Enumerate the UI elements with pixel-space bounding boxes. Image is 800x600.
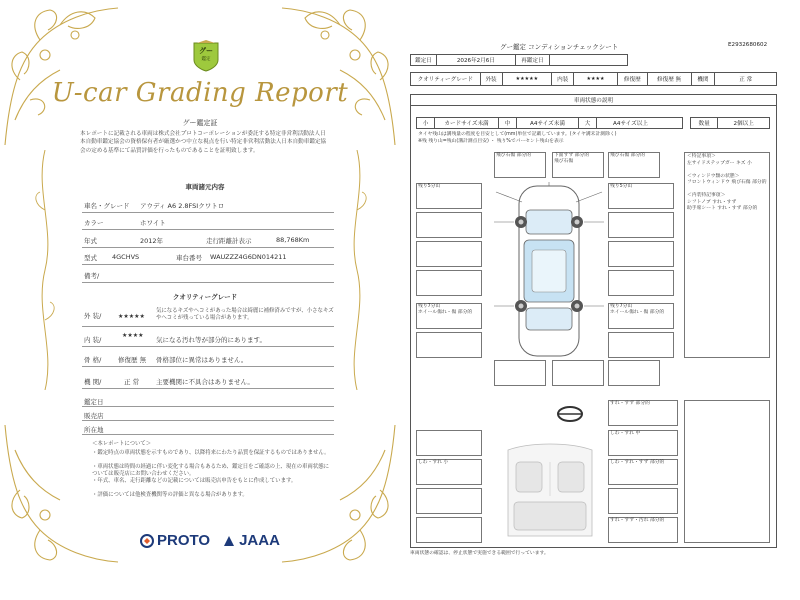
mileage-value: 88,768Km	[276, 236, 310, 244]
int-label: 内装	[552, 73, 574, 85]
explanation-header: 車両状態の説明	[410, 94, 777, 106]
condition-text: 飛び石傷 部分的	[610, 153, 646, 158]
condition-box	[416, 332, 482, 358]
tire-note-1: タイヤ残山は溝残量の程度を目安として(mm)単位で記載しています。(タイヤ溝未計測除く)	[418, 132, 617, 137]
certificate-intro: 本レポートに記載される車両は株式会社プロトコーポレーションが委託する特定非営利活動法人日本自動車鑑定協会の資格保有者が厳選かつ中立な視点を行い特定非営利活動法人日本自動車鑑定協会の定める基準にて品質評価を行ったものであることを証明致します。	[80, 131, 327, 154]
redate-label: 再鑑定日	[516, 55, 550, 65]
proto-logo: PROTO	[140, 532, 210, 549]
condition-box	[416, 488, 482, 514]
condition-box	[416, 270, 482, 296]
jaaa-mark-icon	[222, 534, 236, 548]
car-top-view-icon	[492, 182, 606, 360]
condition-box	[608, 332, 674, 358]
repair-value: 修復歴 無	[648, 73, 692, 85]
date-value: 2026年2月6日	[437, 55, 516, 65]
exterior-label: 外 装/	[84, 312, 102, 320]
condition-text: 残り7分山 ホイール傷れ・傷 部分的	[610, 304, 665, 315]
frame-value: 修復歴 無	[118, 356, 147, 364]
repair-label: 修復歴	[618, 73, 648, 85]
name-label: 車名・グレード	[84, 202, 130, 210]
condition-box	[416, 212, 482, 238]
engine-text: 主要機関に不具合はありません。	[156, 378, 254, 386]
model-label: 型式	[84, 254, 97, 262]
condition-box	[416, 430, 482, 456]
condition-box	[552, 360, 604, 386]
exterior-text: 気になるキズやヘコミがあった場合は綺麗に補修済みですが、小さなキズやヘコミが残っている場合があります。	[156, 308, 334, 321]
count-legend: 数量 2個以上	[690, 117, 770, 129]
engine-value: 正 常	[739, 77, 753, 83]
condition-check-sheet	[400, 0, 800, 600]
condition-text: 残り5分山	[418, 184, 441, 189]
report-title: U-car Grading Report	[51, 78, 349, 108]
sheet-doc-id: E2932680602	[728, 42, 768, 48]
redate-value	[550, 55, 627, 65]
steering-wheel-icon	[556, 405, 584, 423]
note-item: ・車両状態は時間の経過に伴い変化する場合もあるため、鑑定日をご確認の上、現在の車両状態については販売店にお問い合わせください。	[92, 464, 329, 477]
condition-text: すれ・すず 部分的	[610, 401, 650, 406]
exterior-stars: ★★★★★	[118, 313, 145, 320]
color-label: カラー	[84, 219, 104, 227]
condition-box	[608, 270, 674, 296]
interior-notes-panel	[684, 400, 770, 543]
emblem-subtext: 鑑定	[201, 57, 211, 62]
year-label: 年式	[84, 237, 97, 245]
condition-text: しわ・すれ 中	[610, 431, 641, 436]
notes-title: ＜本レポートについて＞	[92, 441, 152, 447]
condition-text: すれ・すず・汚れ 部分的	[610, 518, 665, 523]
spec-section-title: 車両諸元内容	[185, 183, 225, 191]
tire-note-2: ※残 残り山=残山(溝計測点目安) ・ 残り%でパーセント残山を表示	[418, 139, 564, 144]
ext-stars: ★★★★★	[503, 73, 553, 85]
note-item: ・鑑定時点の車両状態を示すものであり、以降将来にわたり品質を保証するものではありません。	[92, 450, 330, 456]
proto-mark-icon	[140, 534, 154, 548]
condition-box	[416, 241, 482, 267]
condition-text: 下面すず 部分的 飛び石傷	[554, 153, 590, 164]
date-row	[410, 54, 628, 66]
chassis-label: 車台番号	[176, 254, 202, 262]
condition-text: 残り7分山 ホイール傷れ・傷 部分的	[418, 304, 473, 315]
certificate-subtitle: グー鑑定証	[182, 119, 218, 127]
appraisal-date-label: 鑑定日	[84, 398, 104, 406]
condition-text: しわ・すれ・すず 部分的	[610, 460, 665, 465]
emblem-text: グー	[199, 47, 213, 55]
date-label: 鑑定日	[411, 55, 437, 65]
jaaa-logo: JAAA	[222, 532, 280, 549]
color-value: ホワイト	[140, 219, 166, 227]
special-notes: ＜特記事項＞ 左サイドステップガー キズ 小 ＜ウィンドウ類の状態＞ フロントウィンドウ 飛び石傷 部分的 ＜内装特記事項＞ シフトノブ すれ・すず 助手席シート すれ・すず 部分的	[687, 154, 767, 211]
condition-box	[608, 212, 674, 238]
note-item: ・年式、車名、走行距離などの記載については販売店申告をもとに作成しています。	[92, 478, 297, 484]
condition-box	[416, 517, 482, 543]
name-value: アウディ A6 2.8FSIクワトロ	[140, 202, 225, 210]
remarks-label: 備考/	[84, 272, 100, 280]
grade-label: クオリティーグレード	[411, 73, 481, 85]
ext-label: 外装	[481, 73, 503, 85]
engine-label: 機 関/	[84, 378, 102, 386]
sheet-title: グー鑑定 コンディションチェックシート	[500, 43, 619, 51]
chassis-value: WAUZZZ4G6DN014211	[210, 253, 287, 261]
condition-box	[608, 241, 674, 267]
location-label: 所在地	[84, 426, 104, 434]
mileage-label: 走行距離計表示	[206, 237, 252, 245]
int-stars: ★★★★	[574, 73, 618, 85]
interior-text: 気になる汚れ等が部分的にあります。	[156, 336, 266, 344]
note-item: ・評価については他検査機関等の評価と異なる場合があります。	[92, 492, 248, 498]
dealer-label: 販売店	[84, 412, 104, 420]
grade-row	[410, 72, 777, 86]
frame-text: 骨格部位に異常はありません。	[156, 356, 248, 364]
condition-text: 飛び石傷 部分的	[496, 153, 532, 158]
quality-section-title: クオリティーグレード	[172, 293, 238, 301]
condition-box	[608, 360, 660, 386]
engine-value: 正 常	[124, 378, 140, 386]
interior-stars: ★★★★	[122, 332, 144, 339]
condition-box	[494, 360, 546, 386]
footer-logos	[140, 532, 280, 549]
condition-text: 残り5分山	[610, 184, 633, 189]
engine-label: 機関	[692, 73, 716, 85]
sheet-footer-note: 車両状態の確認は、停止状態で実施できる範囲で行っています。	[410, 551, 549, 556]
frame-label: 骨 格/	[84, 356, 102, 364]
car-interior-icon	[500, 440, 600, 540]
interior-label: 内 装/	[84, 336, 102, 344]
year-value: 2012年	[140, 237, 164, 245]
condition-text: しわ・すれ 小	[418, 460, 449, 465]
model-value: 4GCHVS	[112, 253, 140, 261]
size-legend: 小 カードサイズ未満 中 A4サイズ未満 大 A4サイズ以上	[416, 117, 683, 129]
condition-box	[608, 488, 678, 514]
